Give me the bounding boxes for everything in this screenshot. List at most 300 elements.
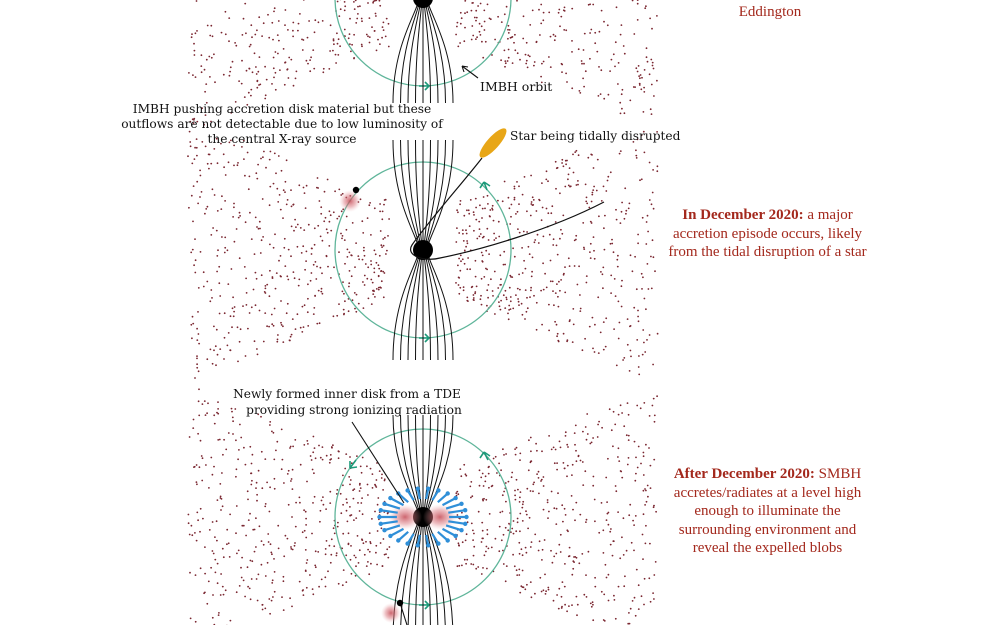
disk-dot xyxy=(582,349,584,351)
disk-dot xyxy=(292,36,294,38)
disk-dot xyxy=(281,429,283,431)
disk-dot xyxy=(364,554,366,556)
disk-dot xyxy=(510,276,512,278)
disk-dot xyxy=(324,576,326,578)
disk-dot xyxy=(643,452,645,454)
disk-dot xyxy=(263,341,265,343)
disk-dot xyxy=(491,208,493,210)
disk-dot xyxy=(212,617,214,619)
disk-dot xyxy=(277,53,279,55)
disk-dot xyxy=(220,497,222,499)
disk-dot xyxy=(287,473,289,475)
disk-dot xyxy=(188,522,190,524)
disk-dot xyxy=(328,68,330,70)
disk-dot xyxy=(361,472,363,474)
disk-dot xyxy=(374,207,376,209)
disk-dot xyxy=(250,24,252,26)
disk-dot xyxy=(211,57,213,59)
top-note xyxy=(680,3,860,22)
disk-dot xyxy=(231,326,233,328)
disk-dot xyxy=(559,238,561,240)
disk-dot xyxy=(617,511,619,513)
disk-dot xyxy=(289,597,291,599)
disk-dot xyxy=(526,231,528,233)
disk-dot xyxy=(361,44,363,46)
disk-dot xyxy=(564,7,566,9)
disk-dot xyxy=(522,570,524,572)
disk-dot xyxy=(274,478,276,480)
disk-dot xyxy=(650,108,652,110)
disk-dot xyxy=(652,192,654,194)
disk-dot xyxy=(519,497,521,499)
disk-dot xyxy=(382,238,384,240)
disk-dot xyxy=(261,564,263,566)
disk-dot xyxy=(206,603,208,605)
disk-dot xyxy=(481,538,483,540)
disk-dot xyxy=(488,284,490,286)
disk-dot xyxy=(526,60,528,62)
disk-dot xyxy=(486,568,488,570)
disk-dot xyxy=(504,50,506,52)
disk-dot xyxy=(204,573,206,575)
disk-dot xyxy=(303,229,305,231)
disk-dot xyxy=(638,366,640,368)
disk-dot xyxy=(542,549,544,551)
disk-dot xyxy=(567,446,569,448)
disk-dot xyxy=(229,71,231,73)
disk-dot xyxy=(292,488,294,490)
disk-dot xyxy=(637,71,639,73)
disk-dot xyxy=(328,245,330,247)
disk-dot xyxy=(384,237,386,239)
disk-dot xyxy=(500,59,502,61)
disk-dot xyxy=(473,546,475,548)
disk-dot xyxy=(294,219,296,221)
disk-dot xyxy=(479,469,481,471)
disk-dot xyxy=(316,266,318,268)
disk-dot xyxy=(543,476,545,478)
disk-dot xyxy=(205,208,207,210)
disk-dot xyxy=(640,407,642,409)
disk-dot xyxy=(335,54,337,56)
disk-dot xyxy=(488,253,490,255)
disk-dot xyxy=(537,234,539,236)
disk-dot xyxy=(555,553,557,555)
disk-dot xyxy=(565,514,567,516)
disk-dot xyxy=(506,565,508,567)
disk-dot xyxy=(509,223,511,225)
disk-dot xyxy=(269,421,271,423)
disk-dot xyxy=(303,594,305,596)
disk-dot xyxy=(301,331,303,333)
disk-dot xyxy=(484,21,486,23)
disk-dot xyxy=(554,39,556,41)
disk-dot xyxy=(338,583,340,585)
disk-dot xyxy=(548,304,550,306)
disk-dot xyxy=(542,207,544,209)
disk-dot xyxy=(513,520,515,522)
disk-dot xyxy=(644,152,646,154)
disk-dot xyxy=(347,256,349,258)
disk-dot xyxy=(254,34,256,36)
disk-dot xyxy=(310,56,312,58)
disk-dot xyxy=(550,36,552,38)
disk-dot xyxy=(637,310,639,312)
after-december-note xyxy=(655,465,880,558)
disk-dot xyxy=(509,287,511,289)
disk-dot xyxy=(514,565,516,567)
disk-dot xyxy=(607,180,609,182)
disk-dot xyxy=(561,162,563,164)
disk-dot xyxy=(263,22,265,24)
disk-dot xyxy=(593,236,595,238)
disk-dot xyxy=(190,618,192,620)
disk-dot xyxy=(377,530,379,532)
disk-label-line-2: providing strong ionizing radiation xyxy=(246,403,462,417)
disk-dot xyxy=(637,0,639,1)
disk-dot xyxy=(382,26,384,28)
disk-dot xyxy=(633,550,635,552)
disk-dot xyxy=(654,421,656,423)
disk-dot xyxy=(351,255,353,257)
disk-dot xyxy=(277,339,279,341)
disk-dot xyxy=(329,502,331,504)
disk-dot xyxy=(513,533,515,535)
disk-dot xyxy=(486,269,488,271)
disk-dot xyxy=(648,577,650,579)
disk-dot xyxy=(212,521,214,523)
disk-dot xyxy=(198,388,200,390)
disk-dot xyxy=(574,519,576,521)
disk-dot xyxy=(649,543,651,545)
disk-dot xyxy=(300,227,302,229)
disk-dot xyxy=(567,465,569,467)
disk-dot xyxy=(303,444,305,446)
disk-dot xyxy=(323,504,325,506)
disk-dot xyxy=(565,435,567,437)
disk-dot xyxy=(257,600,259,602)
disk-dot xyxy=(621,412,623,414)
disk-dot xyxy=(652,62,654,64)
disk-dot xyxy=(594,351,596,353)
disk-dot xyxy=(193,419,195,421)
disk-dot xyxy=(292,30,294,32)
disk-dot xyxy=(234,408,236,410)
disk-dot xyxy=(523,586,525,588)
disk-dot xyxy=(543,589,545,591)
disk-dot xyxy=(641,178,643,180)
disk-dot xyxy=(285,535,287,537)
field-line xyxy=(408,0,421,103)
disk-dot xyxy=(355,557,357,559)
disk-dot xyxy=(314,19,316,21)
disk-dot xyxy=(314,244,316,246)
disk-dot xyxy=(618,338,620,340)
disk-dot xyxy=(221,472,223,474)
disk-dot xyxy=(642,329,644,331)
disk-dot xyxy=(624,112,626,114)
disk-dot xyxy=(471,10,473,12)
disk-dot xyxy=(358,258,360,260)
disk-dot xyxy=(483,10,485,12)
disk-dot xyxy=(504,181,506,183)
disk-dot xyxy=(239,257,241,259)
disk-dot xyxy=(265,292,267,294)
disk-dot xyxy=(277,34,279,36)
disk-dot xyxy=(566,340,568,342)
disk-dot xyxy=(543,236,545,238)
disk-dot xyxy=(634,256,636,258)
disk-dot xyxy=(603,349,605,351)
disk-dot xyxy=(580,308,582,310)
disk-dot xyxy=(474,17,476,19)
disk-dot xyxy=(194,377,196,379)
disk-dot xyxy=(216,271,218,273)
disk-dot xyxy=(254,52,256,54)
disk-dot xyxy=(544,574,546,576)
disk-dot xyxy=(560,551,562,553)
disk-dot xyxy=(521,548,523,550)
disk-dot xyxy=(311,272,313,274)
disk-dot xyxy=(291,516,293,518)
disk-dot xyxy=(348,476,350,478)
magnetic-field-lines xyxy=(393,0,453,625)
disk-dot xyxy=(465,473,467,475)
disk-dot xyxy=(303,187,305,189)
disk-dot xyxy=(564,508,566,510)
disk-dot xyxy=(538,9,540,11)
disk-dot xyxy=(189,141,191,143)
disk-dot xyxy=(459,468,461,470)
disk-dot xyxy=(594,499,596,501)
disk-dot xyxy=(193,264,195,266)
disk-dot xyxy=(190,252,192,254)
disk-dot xyxy=(530,290,532,292)
disk-dot xyxy=(544,539,546,541)
disk-dot xyxy=(243,580,245,582)
disk-dot xyxy=(364,275,366,277)
disk-dot xyxy=(594,258,596,260)
disk-dot xyxy=(491,547,493,549)
disk-dot xyxy=(240,567,242,569)
disk-dot xyxy=(274,591,276,593)
disk-dot xyxy=(192,221,194,223)
disk-dot xyxy=(374,296,376,298)
disk-dot xyxy=(497,287,499,289)
disk-dot xyxy=(635,515,637,517)
disk-dot xyxy=(519,592,521,594)
disk-dot xyxy=(367,484,369,486)
disk-dot xyxy=(284,238,286,240)
disk-dot xyxy=(307,311,309,313)
disk-dot xyxy=(208,487,210,489)
disk-dot xyxy=(617,456,619,458)
ionizing-ray-tip xyxy=(388,534,392,538)
disk-dot xyxy=(555,35,557,37)
disk-dot xyxy=(355,517,357,519)
disk-dot xyxy=(271,553,273,555)
disk-dot xyxy=(275,89,277,91)
disk-dot xyxy=(344,239,346,241)
disk-dot xyxy=(302,531,304,533)
disk-dot xyxy=(489,209,491,211)
disk-dot xyxy=(230,66,232,68)
disk-dot xyxy=(243,158,245,160)
disk-dot xyxy=(617,266,619,268)
disk-dot xyxy=(622,359,624,361)
disk-dot xyxy=(195,621,197,623)
disk-dot xyxy=(543,61,545,63)
disk-dot xyxy=(654,270,656,272)
disk-dot xyxy=(637,234,639,236)
disk-dot xyxy=(307,37,309,39)
disk-dot xyxy=(493,233,495,235)
disk-dot xyxy=(590,257,592,259)
disk-dot xyxy=(327,179,329,181)
disk-dot xyxy=(502,511,504,513)
disk-dot xyxy=(266,482,268,484)
disk-dot xyxy=(457,265,459,267)
disk-dot xyxy=(640,88,642,90)
disk-dot xyxy=(320,457,322,459)
disk-dot xyxy=(656,170,658,172)
disk-dot xyxy=(194,238,196,240)
disk-dot xyxy=(370,260,372,262)
disk-dot xyxy=(480,3,482,5)
disk-dot xyxy=(359,490,361,492)
disk-dot xyxy=(298,279,300,281)
disk-dot xyxy=(198,370,200,372)
disk-dot xyxy=(462,258,464,260)
disk-dot xyxy=(326,540,328,542)
disk-dot xyxy=(531,276,533,278)
disk-dot xyxy=(344,10,346,12)
disk-dot xyxy=(194,50,196,52)
disk-dot xyxy=(358,303,360,305)
disk-dot xyxy=(247,328,249,330)
disk-dot xyxy=(304,269,306,271)
after-note-line-1: SMBH xyxy=(814,466,862,482)
disk-dot xyxy=(283,48,285,50)
disk-dot xyxy=(475,20,477,22)
disk-dot xyxy=(622,89,624,91)
disk-dot xyxy=(604,249,606,251)
disk-dot xyxy=(620,470,622,472)
disk-dot xyxy=(611,429,613,431)
disk-dot xyxy=(224,247,226,249)
disk-dot xyxy=(214,559,216,561)
disk-dot xyxy=(494,39,496,41)
ionizing-ray-tip xyxy=(416,487,420,491)
disk-dot xyxy=(638,355,640,357)
disk-dot xyxy=(269,244,271,246)
disk-dot xyxy=(490,278,492,280)
disk-dot xyxy=(338,303,340,305)
disk-dot xyxy=(534,593,536,595)
disk-dot xyxy=(515,499,517,501)
orbit-arrow-icon xyxy=(419,334,429,342)
disk-dot xyxy=(383,538,385,540)
disk-dot xyxy=(525,54,527,56)
disk-dot xyxy=(318,445,320,447)
disk-dot xyxy=(198,287,200,289)
disk-dot xyxy=(232,433,234,435)
disk-dot xyxy=(623,45,625,47)
disk-dot xyxy=(261,487,263,489)
disk-dot xyxy=(466,297,468,299)
disk-dot xyxy=(657,333,659,335)
disk-dot xyxy=(508,318,510,320)
disk-dot xyxy=(517,521,519,523)
disk-dot xyxy=(467,257,469,259)
disk-dot xyxy=(561,233,563,235)
disk-dot xyxy=(647,496,649,498)
disk-dot xyxy=(251,36,253,38)
disk-dot xyxy=(372,293,374,295)
disk-dot xyxy=(578,265,580,267)
disk-dot xyxy=(237,458,239,460)
disk-dot xyxy=(309,70,311,72)
disk-dot xyxy=(263,151,265,153)
disk-dot xyxy=(233,311,235,313)
disk-dot xyxy=(641,273,643,275)
disk-dot xyxy=(556,245,558,247)
disk-dot xyxy=(355,242,357,244)
expelled-blob xyxy=(381,603,401,623)
disk-dot xyxy=(325,548,327,550)
disk-dot xyxy=(627,344,629,346)
disk-dot xyxy=(241,146,243,148)
disk-dot xyxy=(556,283,558,285)
disk-dot xyxy=(483,196,485,198)
disk-dot xyxy=(572,464,574,466)
disk-dot xyxy=(299,13,301,15)
disk-dot xyxy=(210,289,212,291)
disk-dot xyxy=(517,288,519,290)
disk-dot xyxy=(329,491,331,493)
disk-dot xyxy=(470,199,472,201)
disk-dot xyxy=(247,490,249,492)
disk-dot xyxy=(646,47,648,49)
disk-dot xyxy=(317,551,319,553)
disk-dot xyxy=(457,211,459,213)
disk-dot xyxy=(457,22,459,24)
disk-dot xyxy=(196,358,198,360)
disk-dot xyxy=(306,251,308,253)
disk-dot xyxy=(325,553,327,555)
disk-dot xyxy=(653,574,655,576)
disk-dot xyxy=(229,349,231,351)
disk-dot xyxy=(272,39,274,41)
disk-dot xyxy=(639,179,641,181)
disk-dot xyxy=(561,504,563,506)
disk-dot xyxy=(514,186,516,188)
disk-dot xyxy=(576,596,578,598)
disk-dot xyxy=(642,534,644,536)
disk-dot xyxy=(578,154,580,156)
disk-dot xyxy=(207,402,209,404)
disk-dot xyxy=(322,20,324,22)
disk-dot xyxy=(275,72,277,74)
disk-dot xyxy=(633,524,635,526)
disk-dot xyxy=(630,608,632,610)
disk-dot xyxy=(616,6,618,8)
disk-dot xyxy=(278,260,280,262)
disk-dot xyxy=(323,220,325,222)
disk-dot xyxy=(314,31,316,33)
disk-dot xyxy=(204,69,206,71)
disk-dot xyxy=(217,499,219,501)
